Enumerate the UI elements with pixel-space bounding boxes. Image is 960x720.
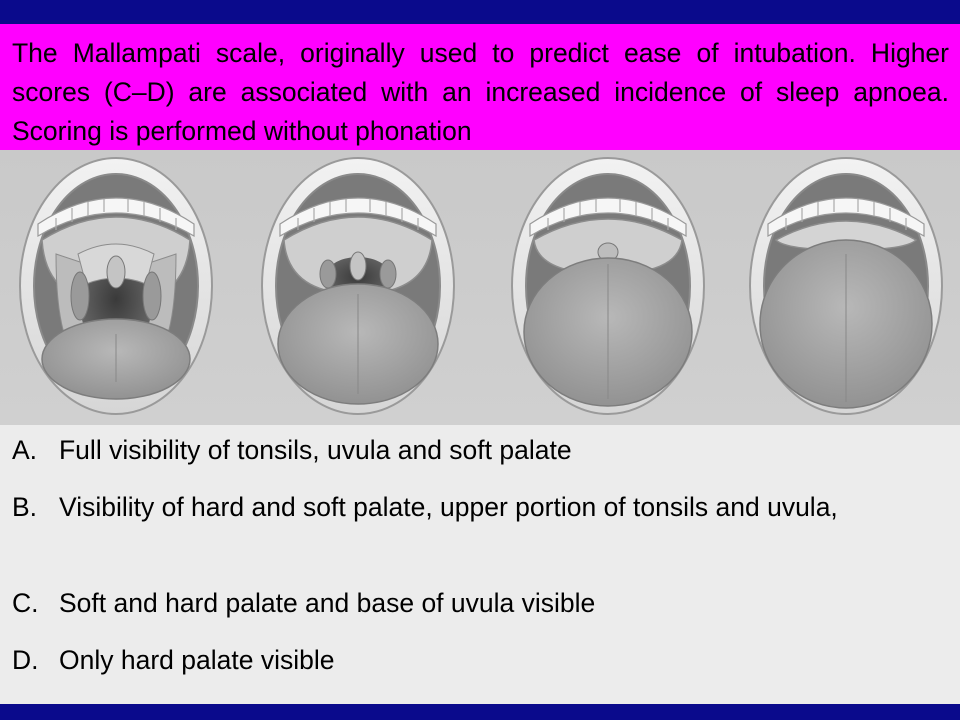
bottom-band	[0, 704, 960, 720]
mallampati-figure	[0, 150, 960, 425]
caption-text: The Mallampati scale, originally used to predict ease of intubation. Higher scores (C–D) are associated with an increased incidence of sleep apnoea. Scoring is performed without phonation	[12, 38, 949, 146]
list-text: Full visibility of tonsils, uvula and soft palate	[59, 435, 572, 465]
list-item-a	[12, 434, 950, 467]
list-letter: C.	[12, 588, 39, 618]
top-band	[0, 0, 960, 24]
list-item-b	[12, 491, 950, 524]
caption-box	[0, 24, 960, 150]
mouth-class-a-illustration	[16, 154, 216, 419]
list-text: Visibility of hard and soft palate, upper portion of tonsils and uvula,	[59, 492, 838, 522]
mouth-class-c-illustration	[508, 154, 708, 419]
list-letter: A.	[12, 435, 38, 465]
classification-list	[0, 425, 960, 704]
list-item-d	[12, 644, 950, 677]
list-letter: B.	[12, 492, 38, 522]
list-text: Soft and hard palate and base of uvula visible	[59, 588, 596, 618]
mouth-class-b-illustration	[258, 154, 458, 419]
list-letter: D.	[12, 645, 39, 675]
mouth-class-d-illustration	[746, 154, 946, 419]
list-text: Only hard palate visible	[59, 645, 335, 675]
list-item-c	[12, 587, 950, 620]
